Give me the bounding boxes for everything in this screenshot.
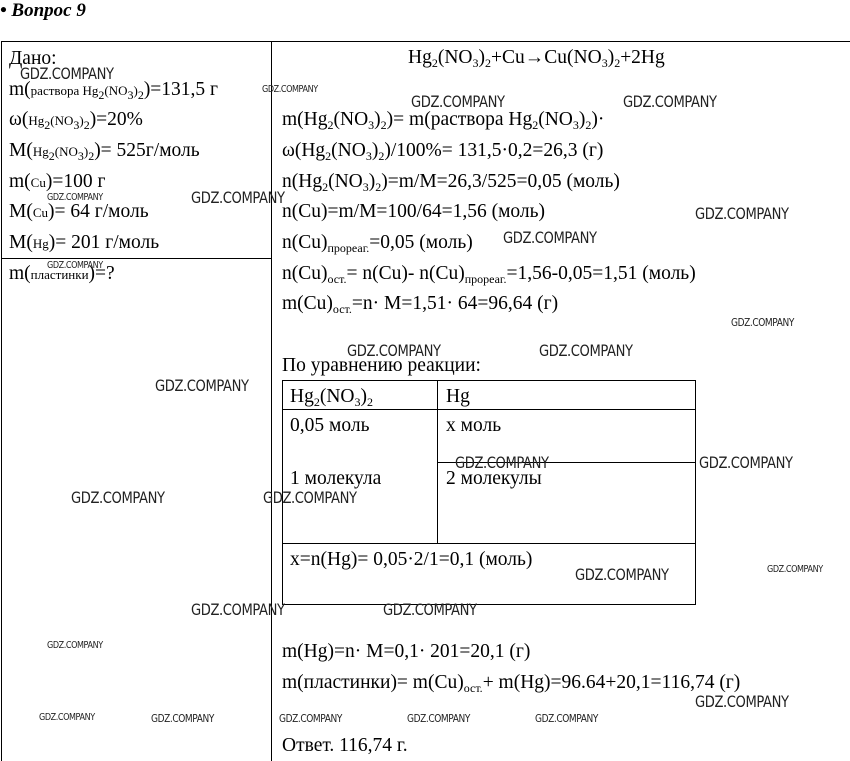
- step-2: $\omega(Hg_2(NO_3)_2)/100\%= 131,5\cdot 0,2=26,3$ (г): [282, 140, 604, 163]
- ratio-table-bottom: [282, 604, 696, 605]
- step-4: n(Cu)=m/M=100/64=1,56 (моль): [282, 201, 546, 222]
- ratio-table-mid: [437, 380, 438, 544]
- watermark: GDZ.COMPANY: [407, 712, 470, 725]
- table-header-salt: $Hg_2(NO_3)_2$: [290, 386, 374, 409]
- watermark: GDZ.COMPANY: [535, 712, 598, 725]
- question-heading: • Вопрос 9: [0, 0, 86, 21]
- watermark: GDZ.COMPANY: [411, 92, 505, 111]
- ratio-table-top: [282, 380, 696, 381]
- given-molar-mass-hg: M(Hg)= 201 г/моль: [9, 232, 160, 253]
- given-mass-cu: m(Cu)=100 г: [9, 171, 106, 192]
- table-cell-salt-molecules: 1 молекула: [290, 468, 382, 489]
- watermark: GDZ.COMPANY: [767, 564, 823, 575]
- watermark: GDZ.COMPANY: [699, 453, 793, 472]
- watermark: GDZ.COMPANY: [383, 600, 477, 619]
- ratio-table-right: [695, 380, 696, 605]
- watermark: GDZ.COMPANY: [155, 376, 249, 395]
- given-mass-fraction: $\omega(Hg_2(NO_3)_2)=20\%$: [9, 109, 143, 132]
- watermark: GDZ.COMPANY: [47, 260, 103, 271]
- ratio-table-result-top: [282, 543, 696, 544]
- ratio-table-header-bottom: [282, 409, 696, 410]
- reaction-label: По уравнению реакции:: [282, 355, 481, 376]
- table-cell-salt-moles: 0,05 моль: [290, 415, 370, 436]
- watermark: GDZ.COMPANY: [539, 341, 633, 360]
- watermark: GDZ.COMPANY: [575, 565, 669, 584]
- watermark: GDZ.COMPANY: [695, 204, 789, 223]
- watermark: GDZ.COMPANY: [191, 600, 285, 619]
- answer: Ответ. 116,74 г.: [282, 735, 408, 756]
- watermark: GDZ.COMPANY: [347, 341, 441, 360]
- watermark: GDZ.COMPANY: [191, 188, 285, 207]
- final-step-plate-mass: m(пластинки)= $m(Cu)_{ост.}+ m(Hg)=96.64+20,1=116,74$ (г): [282, 672, 741, 695]
- step-7: $m(Cu)_{ост.}=n\cdot M=1,51\cdot 64=96,64$ (г): [282, 293, 559, 316]
- outer-border-left: [1, 41, 2, 761]
- given-solution-mass: m(раствора $Hg_2(NO_3)_2)=131,5$ г: [9, 79, 219, 102]
- find-value: m(пластинки)=?: [9, 263, 115, 284]
- step-3: $n(Hg_2(NO_3)_2)=m/M=26,3/525=0,05$ (моль): [282, 171, 620, 194]
- table-result: x=n(Hg)= 0,05·2/1=0,1 (моль): [290, 549, 533, 570]
- given-molar-mass-cu: M(Cu)= 64 г/моль: [9, 201, 149, 222]
- step-5: $n(Cu)_{прореаг.}=0,05$ (моль): [282, 232, 473, 255]
- given-title: Дано:: [9, 48, 57, 69]
- column-divider: [271, 41, 272, 761]
- step-6: $n(Cu)_{ост.}= n(Cu)-$ $n(Cu)_{прореаг.}=1,56-0,05=1,51$ (моль): [282, 263, 696, 286]
- watermark: GDZ.COMPANY: [47, 640, 103, 651]
- watermark: GDZ.COMPANY: [20, 64, 114, 83]
- given-molar-mass-salt: $M(Hg_2(NO_3)_2)=$ 525г/моль: [9, 140, 200, 163]
- watermark: GDZ.COMPANY: [279, 712, 342, 725]
- watermark: GDZ.COMPANY: [695, 692, 789, 711]
- table-cell-hg-molecules: 2 молекулы: [446, 468, 542, 489]
- watermark: GDZ.COMPANY: [47, 192, 103, 203]
- watermark: GDZ.COMPANY: [731, 316, 794, 329]
- outer-border-top: [1, 41, 850, 42]
- step-1: $m(Hg_2(NO_3)_2)=$ m(раствора $Hg_2(NO_3)_2)\cdot$: [282, 109, 605, 132]
- watermark: GDZ.COMPANY: [455, 453, 549, 472]
- watermark: GDZ.COMPANY: [623, 92, 717, 111]
- watermark: GDZ.COMPANY: [263, 488, 357, 507]
- final-step-hg-mass: m(Hg)=n· M=0,1· 201=20,1 (г): [282, 641, 531, 662]
- watermark: GDZ.COMPANY: [71, 488, 165, 507]
- table-cell-hg-moles: x моль: [446, 415, 502, 436]
- watermark: GDZ.COMPANY: [151, 712, 214, 725]
- reaction-equation: $Hg_2(NO_3)_2+Cu\to Cu(NO_3)_2+2Hg$: [408, 47, 665, 70]
- table-header-hg: Hg: [446, 386, 470, 407]
- watermark: GDZ.COMPANY: [39, 712, 95, 723]
- watermark: GDZ.COMPANY: [503, 228, 597, 247]
- given-divider: [1, 258, 272, 259]
- watermark: GDZ.COMPANY: [262, 84, 318, 95]
